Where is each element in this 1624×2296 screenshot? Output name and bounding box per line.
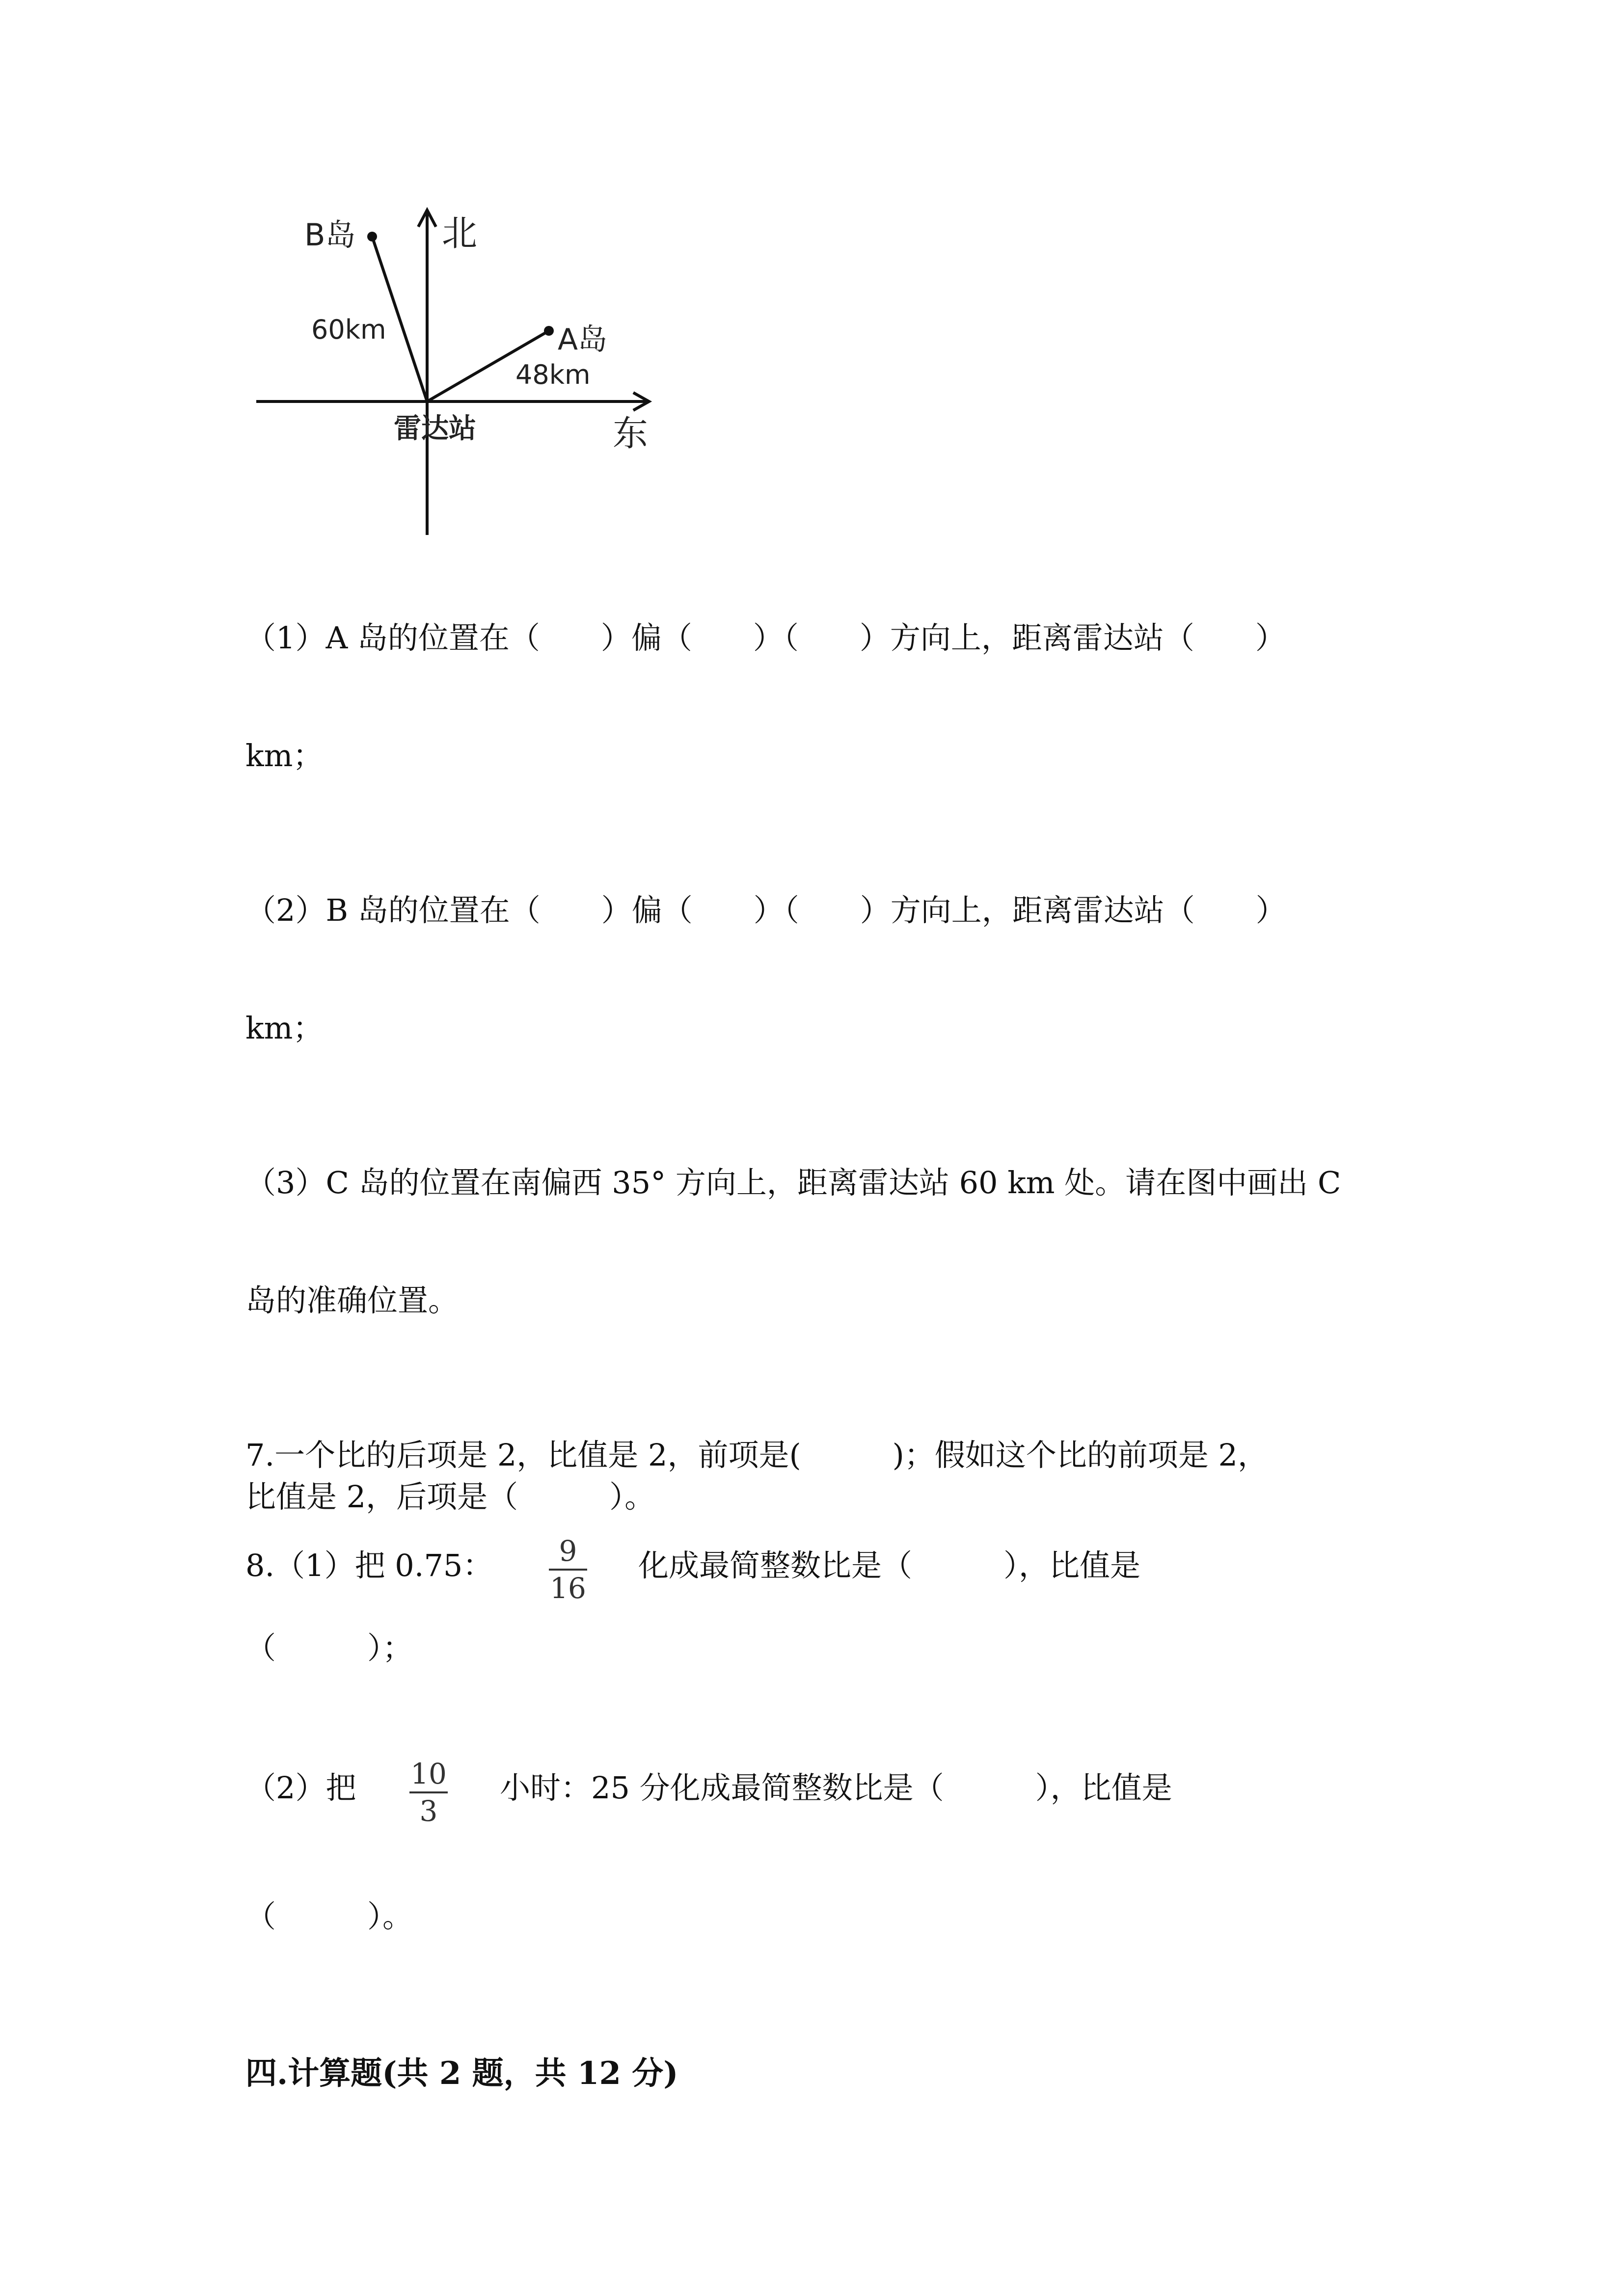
a-distance-label: 48km: [515, 359, 591, 390]
q6-part2-line1: （2）B 岛的位置在（ ）偏（ ）（ ）方向上，距离雷达站（ ）: [245, 892, 1286, 928]
q8-part1-line2: （ ）；: [245, 1630, 413, 1666]
q6-part2-line2: km；: [245, 1010, 324, 1046]
q8-part1-prefix: 8.（1）把 0.75：: [245, 1548, 493, 1583]
q8-part1-suffix: 化成最简整数比是（ ），比值是: [638, 1548, 1141, 1583]
q8-part2-fraction-numerator: 10: [410, 1757, 447, 1790]
a-island-point: [544, 326, 554, 336]
q8-part2-fraction: [406, 1758, 451, 1827]
q8-part2-fraction-denominator: 3: [419, 1794, 438, 1828]
q8-part2-suffix: 小时：25 分化成最简整数比是（ ），比值是: [500, 1770, 1172, 1806]
q6-part3-line1: （3）C 岛的位置在南偏西 35° 方向上，距离雷达站 60 km 处。请在图中画出 C: [245, 1165, 1341, 1201]
b-island-label: B岛: [304, 217, 356, 253]
station-label: 雷达站: [394, 413, 476, 445]
q8-part1-fraction-bar: [549, 1569, 587, 1571]
q8-part1-fraction-denominator: 16: [550, 1572, 586, 1605]
b-island-point: [367, 232, 377, 241]
q6-part3-line2: 岛的准确位置。: [245, 1282, 459, 1318]
q6-part1-line2: km；: [245, 738, 324, 774]
q7-line2: 比值是 2，后项是（ ）。: [245, 1479, 655, 1515]
q7-line1: 7.一个比的后项是 2，比值是 2，前项是( )；假如这个比的前项是 2，: [245, 1437, 1268, 1473]
q8-part2-line2: （ ）。: [245, 1898, 413, 1934]
q8-part2-prefix: （2）把: [245, 1770, 356, 1806]
q8-part2-fraction-bar: [409, 1791, 448, 1793]
q8-part1-fraction: [546, 1535, 590, 1604]
q8-part1-fraction-numerator: 9: [559, 1534, 577, 1568]
radar-station-diagram: [245, 191, 668, 545]
north-label: 北: [442, 213, 478, 254]
section-heading: 四.计算题(共 2 题，共 12 分): [245, 2055, 678, 2092]
east-label: 东: [613, 413, 649, 454]
b-distance-label: 60km: [311, 314, 386, 345]
a-island-label: A岛: [558, 322, 608, 357]
q6-part1-line1: （1）A 岛的位置在（ ）偏（ ）（ ）方向上，距离雷达站（ ）: [245, 620, 1286, 656]
